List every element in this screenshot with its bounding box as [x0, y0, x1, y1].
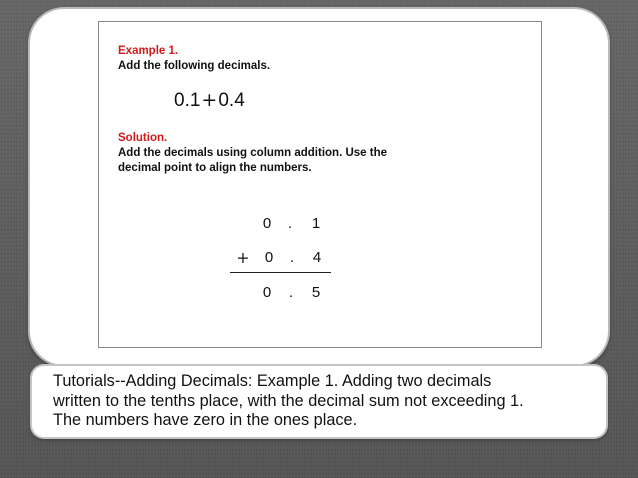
problem-expression: [174, 89, 245, 112]
caption-line-3: The numbers have zero in the ones place.: [53, 411, 358, 429]
example-title: Example 1.: [118, 45, 179, 57]
solution-block: [118, 131, 387, 176]
solution-title: Solution.: [118, 132, 168, 144]
row2-decimal-point: .: [289, 249, 295, 266]
caption-line-2: written to the tenths place, with the decimal sum not exceeding 1.: [53, 391, 524, 410]
result-tenths-digit: 5: [311, 284, 321, 301]
row1-decimal-point: .: [287, 215, 293, 232]
addition-sign: +: [236, 248, 250, 267]
caption-line-1: Tutorials--Adding Decimals: Example 1. Adding two decimals: [53, 372, 492, 390]
solution-text-line-1: Add the decimals using column addition. Use the: [118, 147, 388, 159]
row1-tenths-digit: 1: [311, 215, 321, 232]
problem-right-operand: 0.4: [218, 90, 245, 111]
caption-text: [53, 372, 586, 431]
caption-box: [32, 366, 606, 437]
sum-line: [230, 272, 331, 273]
column-addition: [230, 215, 340, 325]
row1-ones-digit: 0: [262, 215, 272, 232]
example-heading: [118, 44, 270, 74]
solution-text-line-2: decimal point to align the numbers.: [118, 162, 312, 174]
row2-tenths-digit: 4: [312, 249, 322, 266]
result-ones-digit: 0: [262, 284, 272, 301]
row2-ones-digit: 0: [264, 249, 274, 266]
plus-operator: +: [201, 89, 218, 111]
example-instruction: Add the following decimals.: [118, 60, 271, 72]
slide-frame: [30, 9, 608, 365]
problem-left-operand: 0.1: [174, 90, 201, 111]
result-decimal-point: .: [288, 284, 294, 301]
